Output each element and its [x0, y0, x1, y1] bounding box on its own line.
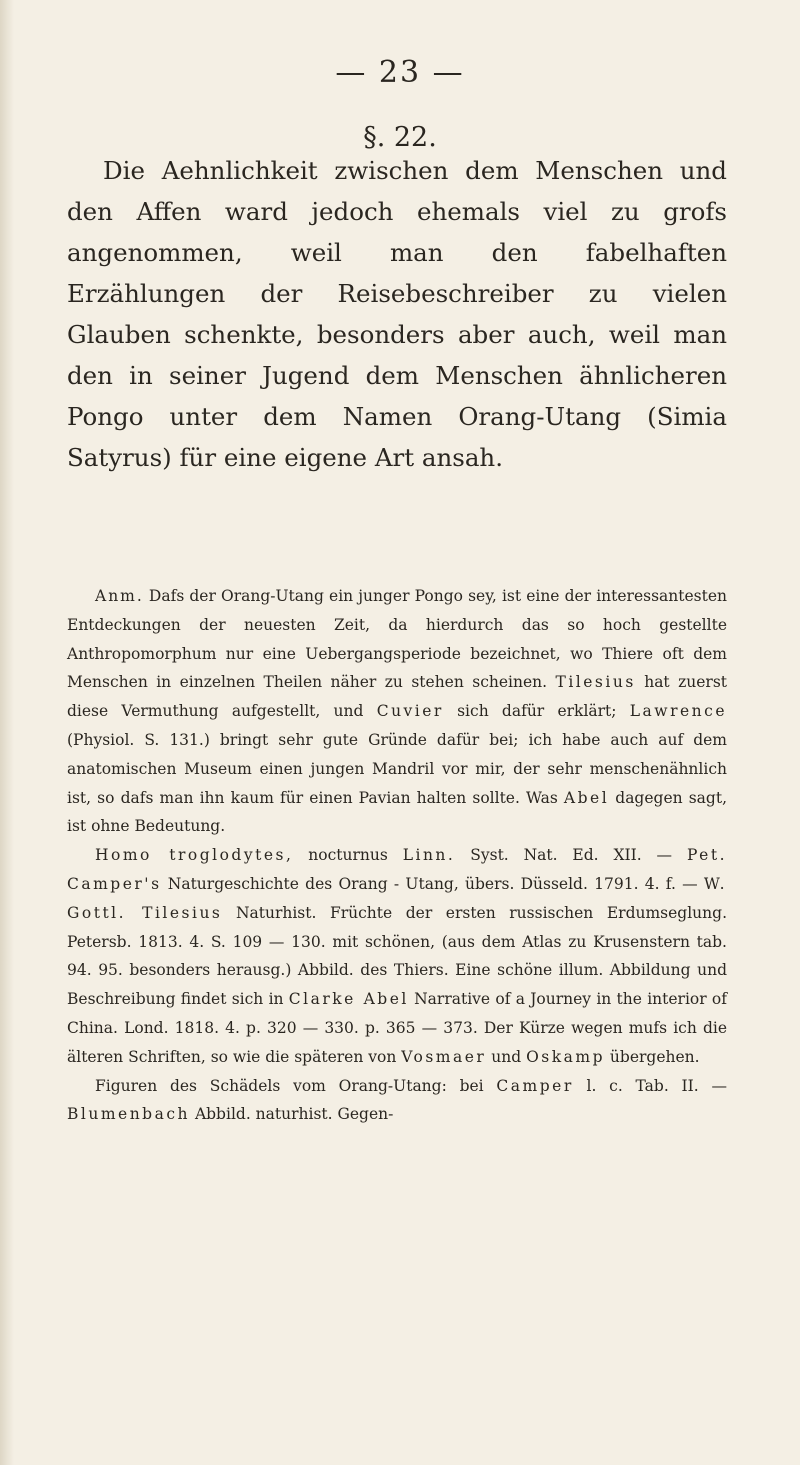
note-text: l. c. Tab. II. —: [573, 1076, 727, 1095]
note-text: und: [486, 1047, 527, 1066]
author-name: W. Gottl. Tilesius: [67, 874, 727, 922]
note-text: dagegen sagt, ist ohne Bedeutung.: [67, 788, 727, 836]
note-text: Naturgeschichte des Orang - Utang, übers. Düsseld. 1791. 4. f. —: [161, 874, 704, 893]
author-name: Vosmaer: [401, 1047, 487, 1066]
note-label: Anm.: [95, 587, 144, 605]
note-text: nocturnus: [293, 846, 403, 865]
author-name: Abel: [563, 788, 610, 807]
notes-block: [67, 582, 727, 1129]
note-text: Naturhist. Früchte der ersten russischen Erdumseglung. Petersb. 1813. 4. S. 109 — 130. mit schönen, (aus dem Atlas zu Krusenstern tab. 94. 95. besonders herausg.) Abbild. des Thiers. Eine schöne illum. Abbildung und Beschreibung findet sich in: [67, 903, 727, 1009]
note-figures: [67, 1072, 727, 1130]
author-name: Blumenbach: [67, 1105, 191, 1124]
note-text: Dafs der Orang-Utang ein junger Pongo sey, ist eine der interessantesten Entdeckungen der neuesten Zeit, da hierdurch das so hoch gestellte Anthropomorphum nur eine Uebergangsperiode bezeichnet, wo Thiere oft dem Menschen in einzelnen Theilen näher zu stehen scheinen.: [67, 587, 727, 692]
note-text: (Physiol. S. 131.) bringt sehr gute Gründe dafür bei; ich habe auch auf dem anatomischen Museum einen jungen Mandril vor mir, der sehr menschenähnlich ist, so dafs man ihn kaum für einen Pavian halten sollte. Was: [67, 730, 727, 807]
note-text: Figuren des Schädels vom Orang-Utang: bei: [95, 1076, 497, 1095]
author-name: Lawrence: [629, 702, 727, 721]
author-name: Clarke Abel: [288, 990, 409, 1009]
species-name: Homo troglodytes,: [95, 846, 294, 865]
note-text: Abbild. naturhist. Gegen-: [190, 1105, 394, 1124]
section-heading: §. 22.: [363, 122, 437, 153]
author-name: Pet. Camper's: [67, 846, 727, 893]
note-text: übergehen.: [605, 1047, 700, 1066]
note-text: hat zuerst diese Vermuthung aufgestellt, und: [67, 673, 727, 721]
author-name: Linn.: [402, 846, 456, 865]
page-gutter-shadow: [0, 0, 14, 1465]
note-anmerkung: [67, 582, 727, 841]
author-name: Oskamp: [526, 1047, 605, 1066]
note-text: Narrative of a Journey in the interior of China. Lond. 1818. 4. p. 320 — 330. p. 365 — 373. Der Kürze wegen mufs ich die älteren Schriften, so wie die späteren von: [67, 990, 727, 1066]
note-text: sich dafür erklärt;: [443, 702, 630, 721]
author-name: Cuvier: [376, 702, 444, 721]
note-text: Syst. Nat. Ed. XII. —: [455, 846, 687, 865]
page-number: — 23 —: [335, 55, 465, 90]
author-name: Tilesius: [555, 673, 636, 692]
note-literature: [67, 841, 727, 1071]
author-name: Camper: [496, 1076, 574, 1095]
main-paragraph: Die Aehnlichkeit zwischen dem Menschen und den Affen ward jedoch ehemals viel zu grofs angenommen, weil man den fabelhaften Erzählungen der Reisebeschreiber zu vielen Glauben schenkte, besonders aber auch, weil man den in seiner Jugend dem Menschen ähnlicheren Pongo unter dem Namen Orang-Utang (Simia Satyrus) für eine eigene Art ansah.: [67, 156, 727, 472]
